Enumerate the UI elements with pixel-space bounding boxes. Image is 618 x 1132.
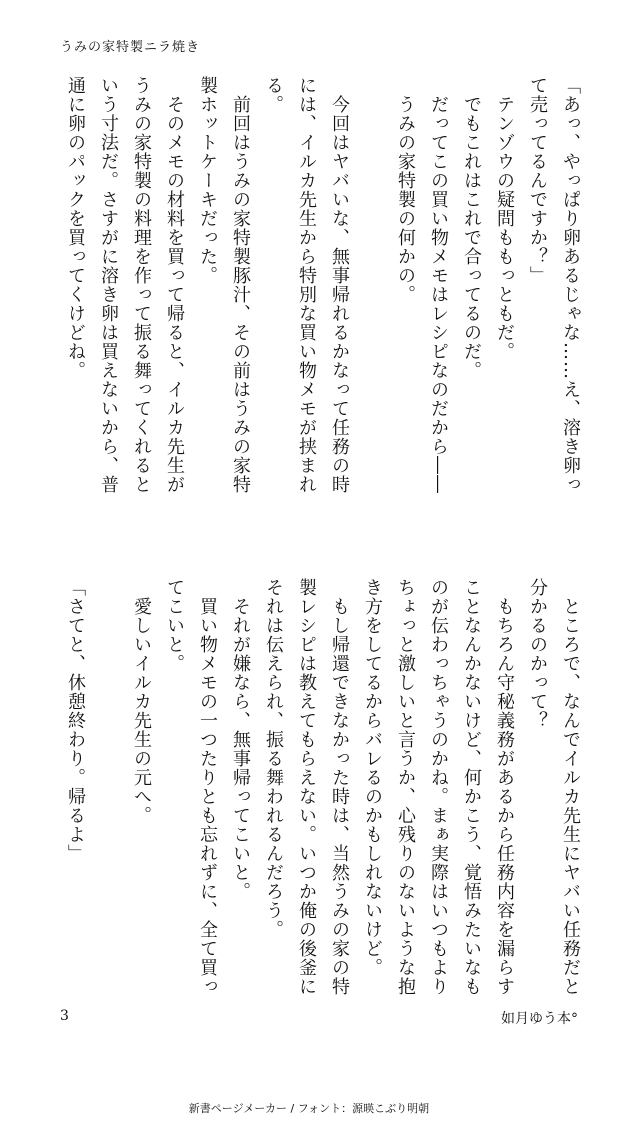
page-number: 3 (60, 1008, 69, 1024)
text-line: もちろん守秘義務があるから任務内容を漏らす (494, 578, 515, 996)
text-line: 通に卵のパックを買ってくけどね。 (65, 76, 86, 380)
upper-text-block (63, 76, 582, 526)
blank-line (360, 76, 384, 526)
text-line: うみの家特製の料理を作って振る舞ってくれると (131, 76, 152, 494)
text-line: のが伝わっちゃうのかね。まぁ実際はいつもより (428, 578, 449, 996)
text-line: き方をしてるからバレるのかもしれないけど。 (362, 578, 383, 977)
text-line: 今回はヤバいな、無事帰れるかなって任務の時 (329, 76, 350, 494)
lower-text-block (63, 578, 582, 996)
text-line: 買い物メモの一つたりとも忘れずに、全て買っ (197, 578, 218, 996)
text-line: には、イルカ先生から特別な買い物メモが挟まれ (296, 76, 317, 494)
text-line: 製ホットケーキだった。 (197, 76, 218, 285)
text-line: 愛しいイルカ先生の元へ。 (131, 578, 152, 825)
text-line: いう寸法だ。さすがに溶き卵は買えないから、普 (98, 76, 119, 494)
text-line: 分かるのかって？ (527, 578, 548, 730)
text-line: 「さてと、休憩終わり。帰るよ」 (65, 578, 86, 863)
text-line: て売ってるんですか？」 (527, 76, 548, 285)
text-line: 前回はうみの家特製豚汁、その前はうみの家特 (230, 76, 251, 494)
running-head-title: うみの家特製ニラ焼き (60, 40, 201, 55)
blank-line (96, 578, 120, 978)
credit-line: 新書ページメーカー / フォント：源暎こぶり明朝 (188, 1102, 430, 1115)
text-line: もし帰還できなかった時は、当然うみの家の特 (329, 578, 350, 996)
text-line: だってこの買い物メモはレシピなのだから―― (428, 76, 449, 494)
text-line: ことなんかないけど、何かこう、覚悟みたいなも (461, 578, 482, 996)
text-line: テンゾウの疑問ももっともだ。 (494, 76, 515, 361)
author-name: 如月ゆう本° (501, 1011, 578, 1027)
text-line: ところで、なんでイルカ先生にヤバい任務だと (560, 578, 581, 996)
text-line: うみの家特製の何かの。 (395, 76, 416, 304)
text-line: ちょっと激しいと言うか、心残りのないような抱 (395, 578, 416, 996)
text-line: 製レシピは教えてもらえない。いつか俺の後釜に (296, 578, 317, 996)
text-line: る。 (263, 76, 284, 114)
text-line: てこいと。 (164, 578, 185, 673)
text-line: それは伝えられ、振る舞われるんだろう。 (263, 578, 284, 939)
text-line: でもこれはこれで合ってるのだ。 (461, 76, 482, 380)
text-line: それが嫌なら、無事帰ってこいと。 (230, 578, 251, 901)
text-line: 「あっ、やっぱり卵あるじゃな……え、溶き卵っ (560, 76, 581, 494)
text-line: そのメモの材料を買って帰ると、イルカ先生が (164, 76, 185, 494)
